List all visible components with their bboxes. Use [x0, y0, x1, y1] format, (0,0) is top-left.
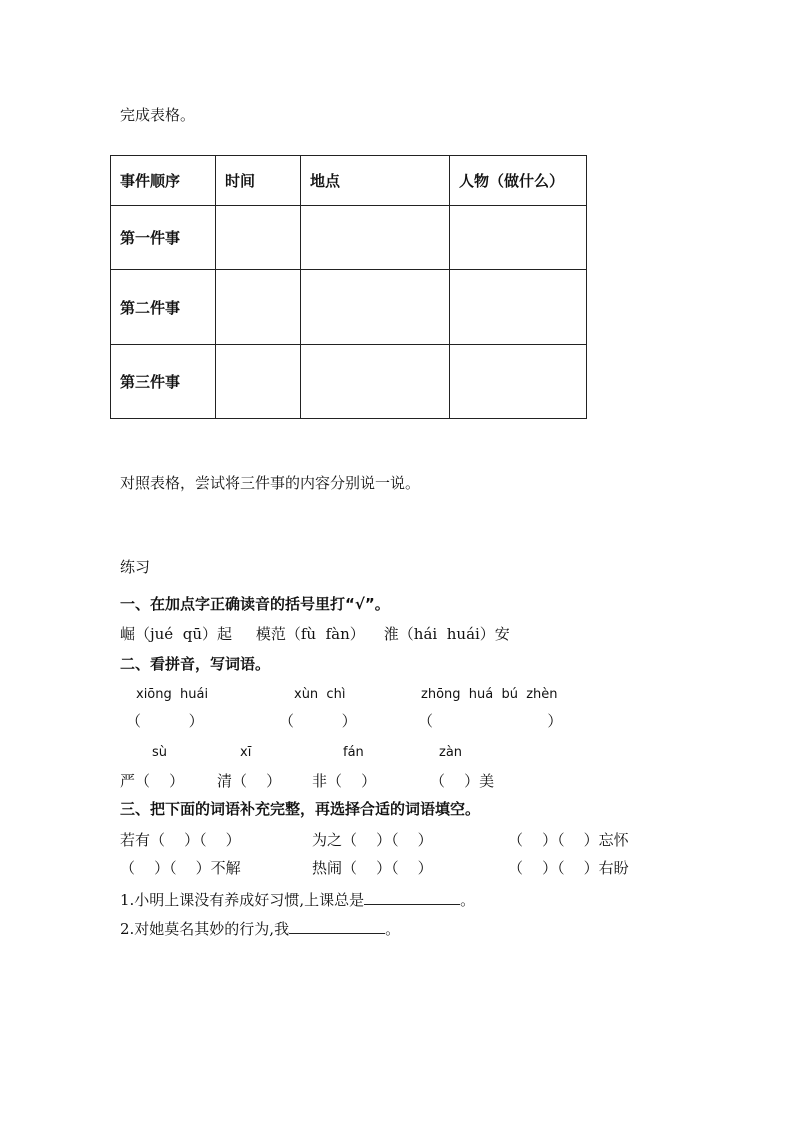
- table-cell[interactable]: [216, 206, 301, 270]
- table-cell[interactable]: [301, 270, 450, 345]
- table-row: [111, 270, 587, 345]
- idiom-blank[interactable]: 为之（ ）（ ）: [312, 831, 433, 849]
- pinyin-cue: zàn: [439, 745, 463, 760]
- pinyin-cue: fán: [343, 745, 364, 760]
- table-row: [111, 345, 587, 419]
- sentence-2-end: 。: [385, 920, 401, 938]
- sentence-1-text: 1.小明上课没有养成好习惯,上课总是: [120, 891, 365, 909]
- row-label: 第二件事: [111, 270, 216, 345]
- idiom-blank[interactable]: 热闹（ ）（ ）: [312, 859, 433, 877]
- table-cell[interactable]: [450, 270, 587, 345]
- instruction-text: 对照表格，尝试将三件事的内容分别说一说。: [120, 474, 421, 492]
- header-cell: 事件顺序: [111, 156, 216, 206]
- table-cell[interactable]: [450, 345, 587, 419]
- idiom-blank[interactable]: 若有（ ）（ ）: [120, 831, 241, 849]
- header-cell: 地点: [301, 156, 450, 206]
- events-table: [110, 155, 587, 419]
- answer-bracket[interactable]: （ ）: [279, 712, 357, 730]
- sentence-2-blank[interactable]: [289, 919, 385, 934]
- row-label: 第三件事: [111, 345, 216, 419]
- sentence-2: [120, 919, 400, 937]
- pinyin-cue: xùn chì: [294, 687, 346, 702]
- table-cell[interactable]: [301, 345, 450, 419]
- table-cell[interactable]: [216, 270, 301, 345]
- header-cell: 人物（做什么）: [450, 156, 587, 206]
- pinyin-cue: sù: [152, 745, 168, 760]
- fill-word[interactable]: （ ）美: [430, 772, 495, 790]
- pinyin-cue: xiōng huái: [136, 687, 209, 702]
- fill-word[interactable]: 严（ ）: [120, 772, 185, 790]
- header-cell: 时间: [216, 156, 301, 206]
- intro-text: 完成表格。: [120, 106, 196, 124]
- table-cell[interactable]: [450, 206, 587, 270]
- table-cell[interactable]: [216, 345, 301, 419]
- fill-word[interactable]: 清（ ）: [217, 772, 282, 790]
- question-1-title: 一、在加点字正确读音的括号里打“√”。: [120, 595, 390, 613]
- idiom-blank[interactable]: （ ）（ ）右盼: [508, 859, 629, 877]
- row-label: 第一件事: [111, 206, 216, 270]
- question-1-line: 崛（jué qū）起 模范（fù fàn） 淮（hái huái）安: [120, 625, 510, 643]
- practice-title: 练习: [120, 558, 151, 576]
- idiom-blank[interactable]: （ ）（ ）不解: [120, 859, 241, 877]
- answer-bracket[interactable]: （ ）: [126, 712, 204, 730]
- idiom-blank[interactable]: （ ）（ ）忘怀: [508, 831, 629, 849]
- fill-word[interactable]: 非（ ）: [312, 772, 377, 790]
- table-header-row: [111, 156, 587, 206]
- answer-bracket[interactable]: （ ）: [418, 712, 563, 730]
- table-cell[interactable]: [301, 206, 450, 270]
- sentence-1-end: 。: [460, 891, 476, 909]
- sentence-1-blank[interactable]: [364, 890, 460, 905]
- pinyin-cue: zhōng huá bú zhèn: [421, 687, 558, 702]
- pinyin-cue: xī: [240, 745, 252, 760]
- sentence-2-text: 2.对她莫名其妙的行为,我: [120, 920, 290, 938]
- question-3-title: 三、把下面的词语补充完整，再选择合适的词语填空。: [120, 800, 481, 818]
- table-row: [111, 206, 587, 270]
- question-2-title: 二、看拼音，写词语。: [120, 655, 271, 673]
- sentence-1: [120, 890, 475, 908]
